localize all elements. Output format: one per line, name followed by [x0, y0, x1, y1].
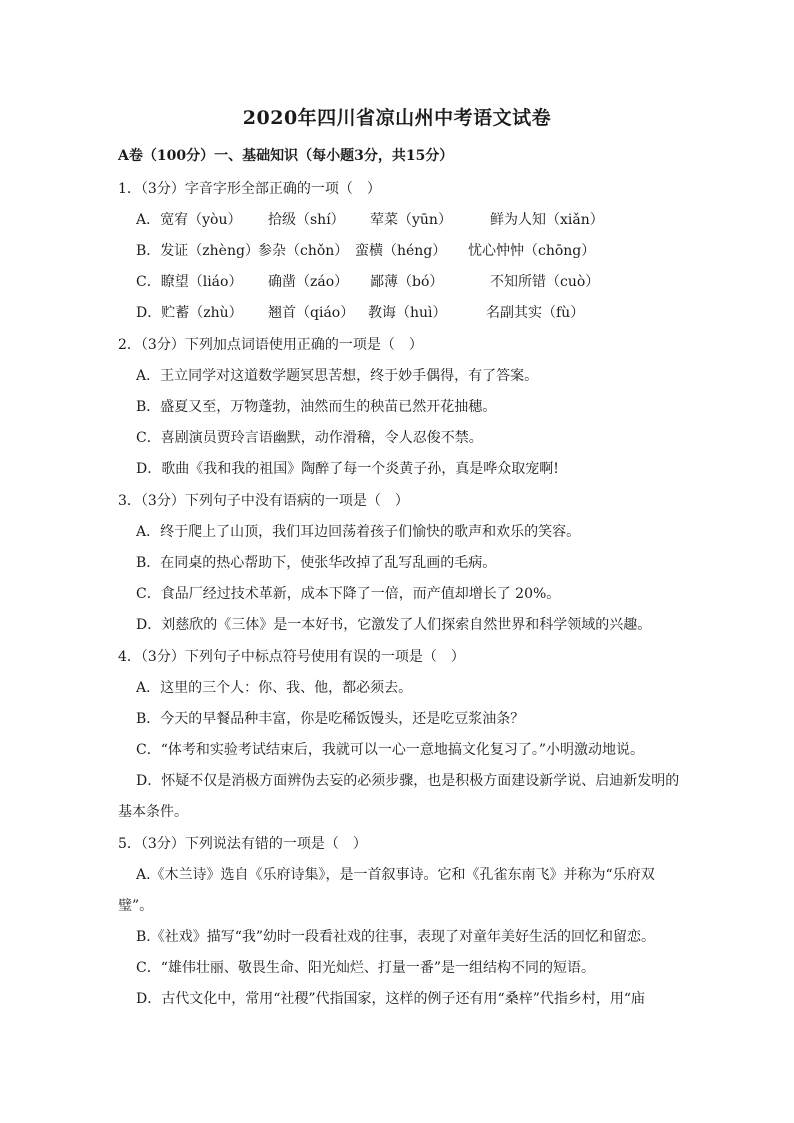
q5-option-a-continuation: 璧”。 [118, 898, 154, 914]
q1-option-c-item-2: 确凿（záo） [268, 274, 349, 290]
q3-option-c: C．食品厂经过技术革新，成本下降了一倍，而产值却增长了 20%。 [136, 586, 561, 602]
question-2-stem: 2．（3分）下列加点词语使用正确的一项是（ ） [118, 337, 423, 353]
page-title: 2020年四川省凉山州中考语文试卷 [242, 107, 552, 129]
q1-option-c-item-1: C．瞭望（liáo） [136, 274, 243, 290]
q5-option-d: D．古代文化中，常用“社稷”代指国家，这样的例子还有用“桑梓”代指乡村，用“庙 [136, 991, 646, 1007]
q2-option-b: B．盛夏又至，万物蓬勃，油然而生的秧苗已然开花抽穗。 [136, 399, 497, 415]
q1-option-d-item-1: D．贮蓄（zhù） [136, 305, 243, 321]
q4-option-b: B．今天的早餐品种丰富，你是吃稀饭馒头，还是吃豆浆油条？ [136, 711, 525, 727]
q2-option-c: C．喜剧演员贾玲言语幽默，动作滑稽，令人忍俊不禁。 [136, 430, 483, 446]
q1-option-b-item-3: 蛮横（héng） [355, 243, 447, 259]
q3-option-b: B．在同桌的热心帮助下，使张华改掉了乱写乱画的毛病。 [136, 555, 497, 571]
question-4-stem: 4．（3分）下列句子中标点符号使用有误的一项是（ ） [118, 649, 465, 665]
question-5-stem: 5．（3分）下列说法有错的一项是（ ） [118, 836, 367, 852]
q1-option-a-item-1: A．宽宥（yòu） [136, 212, 242, 228]
question-3-stem: 3．（3分）下列句子中没有语病的一项是（ ） [118, 493, 409, 509]
q4-option-d-continuation: 基本条件。 [118, 804, 188, 820]
q1-option-b-item-4: 忧心忡忡（chōng） [468, 243, 596, 259]
q1-option-a-item-2: 拾级（shí） [268, 212, 345, 228]
q1-option-d-item-2: 翘首（qiáo） [268, 305, 355, 321]
q1-option-b-item-2: 参杂（chǒn） [258, 243, 349, 259]
q1-option-d-item-3: 教诲（huì） [368, 305, 447, 321]
question-1-stem: 1．（3分）字音字形全部正确的一项（ ） [118, 181, 381, 197]
q4-option-d: D．怀疑不仅是消极方面辨伪去妄的必须步骤，也是积极方面建设新学说、启迪新发明的 [136, 773, 680, 789]
q5-option-c: C．“雄伟壮丽、敬畏生命、阳光灿烂、打量一番”是一组结构不同的短语。 [136, 960, 596, 976]
q5-option-b: B.《社戏》描写“我”幼时一段看社戏的往事，表现了对童年美好生活的回忆和留恋。 [136, 929, 656, 945]
q1-option-a-item-4: 鲜为人知（xiǎn） [490, 212, 604, 228]
q2-option-a: A．王立同学对这道数学题冥思苦想，终于妙手偶得，有了答案。 [136, 368, 539, 384]
q5-option-a: A.《木兰诗》选自《乐府诗集》，是一首叙事诗。它和《孔雀东南飞》并称为“乐府双 [136, 867, 655, 883]
q4-option-c: C．“体考和实验考试结束后，我就可以一心一意地搞文化复习了。”小明激动地说。 [136, 742, 645, 758]
q1-option-b-item-1: B．发证（zhèng） [136, 243, 259, 259]
q3-option-a: A．终于爬上了山顶，我们耳边回荡着孩子们愉快的歌声和欢乐的笑容。 [136, 524, 581, 540]
q1-option-a-item-3: 荤菜（yūn） [370, 212, 452, 228]
q1-option-d-item-4: 名副其实（fù） [486, 305, 585, 321]
q1-option-c-item-4: 不知所错（cuò） [490, 274, 600, 290]
q3-option-d: D．刘慈欣的《三体》是一本好书，它激发了人们探索自然世界和科学领域的兴趣。 [136, 617, 652, 633]
section-heading: A卷（100分）一、基础知识（每小题3分，共15分） [118, 148, 454, 164]
q4-option-a: A．这里的三个人：你、我、他，都必须去。 [136, 680, 413, 696]
q1-option-c-item-3: 鄙薄（bó） [370, 274, 444, 290]
q2-option-d: D．歌曲《我和我的祖国》陶醉了每一个炎黄子孙，真是哗众取宠啊! [136, 461, 559, 477]
